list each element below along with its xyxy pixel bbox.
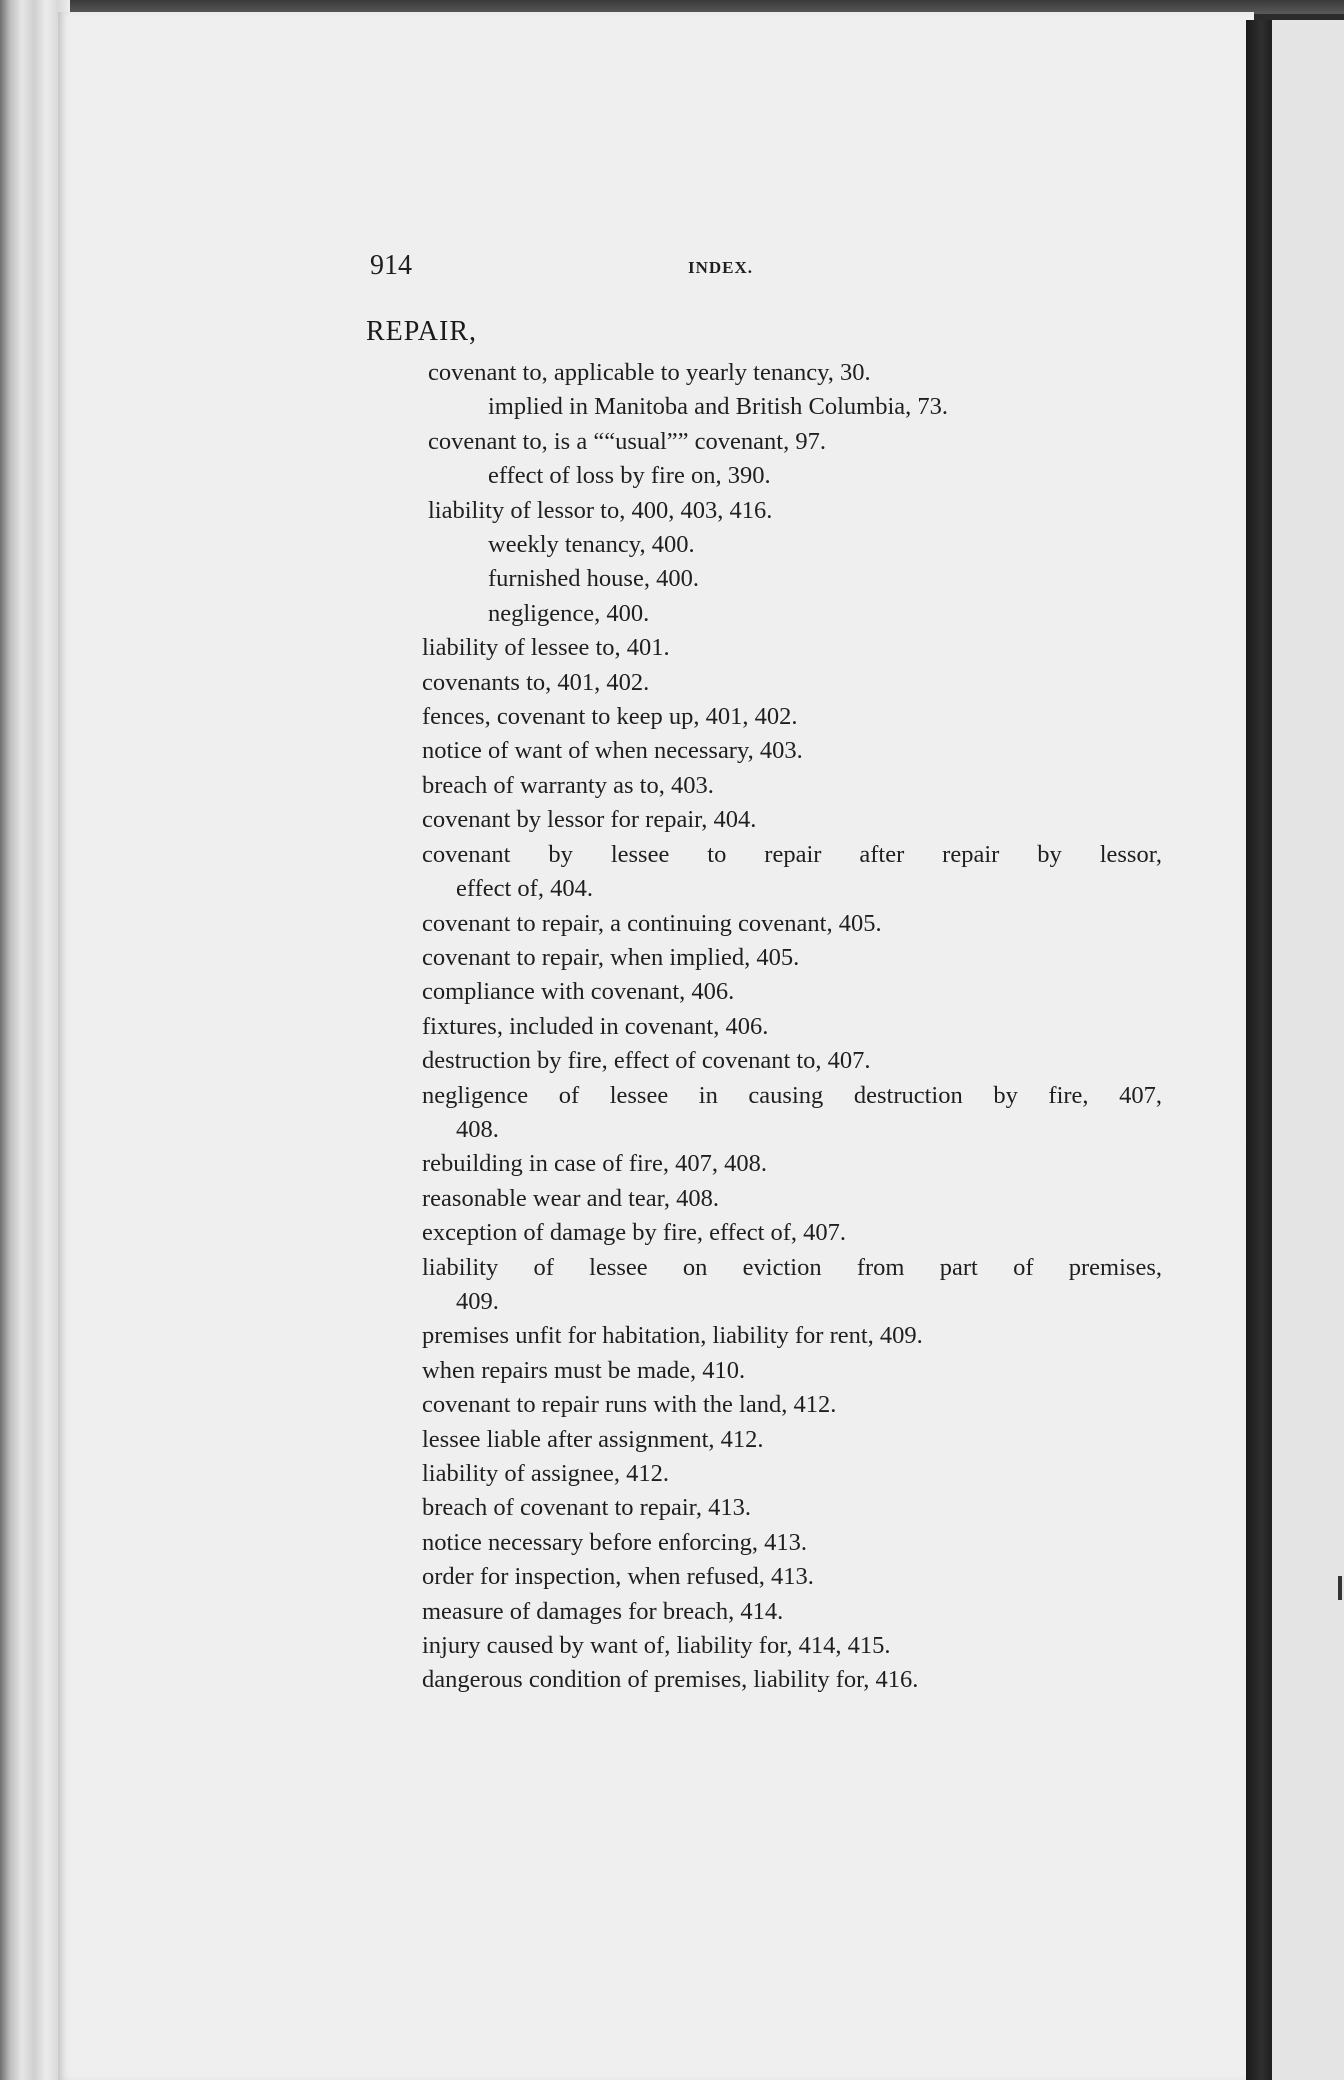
index-entry: covenant to, applicable to yearly tenancy, 30. — [428, 359, 871, 386]
index-entry — [58, 838, 1162, 907]
index-entry: covenant by lessor for repair, 404. — [422, 806, 757, 834]
index-entry: measure of damages for breach, 414. — [422, 1597, 784, 1625]
index-entry: breach of warranty as to, 403. — [422, 771, 714, 799]
index-entry: liability of lessor to, 400, 403, 416. — [428, 496, 773, 524]
index-entry: notice of want of when necessary, 403. — [422, 737, 803, 765]
index-entry: covenant to repair, when implied, 405. — [422, 943, 800, 971]
index-entry-text: negligence of lessee in causing destruction by fire, 407, — [422, 1081, 1162, 1109]
index-entry — [58, 1079, 1162, 1148]
index-entry-continuation: effect of, 404. — [456, 875, 593, 903]
book-page — [58, 12, 1254, 2080]
index-entry: notice necessary before enforcing, 413. — [422, 1528, 808, 1556]
index-entry: fixtures, included in covenant, 406. — [422, 1012, 769, 1040]
facing-page-mark — [1338, 1576, 1342, 1600]
index-heading: REPAIR, — [366, 316, 478, 347]
index-entries — [58, 356, 1254, 1698]
index-entry-text: covenant by lessee to repair after repair by lessor, — [422, 840, 1162, 868]
running-head: INDEX. — [688, 258, 754, 277]
facing-page-edge — [1272, 20, 1344, 2080]
index-entry: premises unfit for habitation, liability for rent, 409. — [422, 1322, 923, 1350]
index-entry: lessee liable after assignment, 412. — [422, 1425, 764, 1453]
index-entry: injury caused by want of, liability for, 414, 415. — [422, 1632, 891, 1660]
index-entry: breach of covenant to repair, 413. — [422, 1494, 751, 1522]
page-header — [58, 250, 1254, 284]
index-entry-text: liability of lessee on eviction from part of premises, — [422, 1253, 1162, 1281]
book-spine — [1246, 20, 1272, 2080]
index-entry: compliance with covenant, 406. — [422, 978, 735, 1006]
page-number: 914 — [370, 250, 412, 281]
index-entry: furnished house, 400. — [488, 565, 699, 593]
index-entry: covenant to, is a ““usual”” covenant, 97. — [428, 427, 826, 455]
index-entry: covenants to, 401, 402. — [422, 668, 650, 696]
index-entry: liability of lessee to, 401. — [422, 634, 670, 662]
index-entry: implied in Manitoba and British Columbia, 73. — [488, 393, 949, 421]
index-entry: when repairs must be made, 410. — [422, 1356, 746, 1384]
index-entry: order for inspection, when refused, 413. — [422, 1563, 814, 1591]
index-entry: reasonable wear and tear, 408. — [422, 1184, 719, 1212]
index-entry: fences, covenant to keep up, 401, 402. — [422, 703, 798, 731]
index-entry: destruction by fire, effect of covenant to, 407. — [422, 1047, 871, 1075]
index-entry — [58, 1251, 1162, 1320]
index-entry: dangerous condition of premises, liability for, 416. — [422, 1666, 919, 1694]
index-entry: covenant to repair runs with the land, 412. — [422, 1391, 837, 1419]
index-entry: effect of loss by fire on, 390. — [488, 462, 771, 490]
index-entry: rebuilding in case of fire, 407, 408. — [422, 1150, 767, 1178]
index-entry: covenant to repair, a continuing covenant, 405. — [422, 909, 882, 937]
index-entry: liability of assignee, 412. — [422, 1460, 669, 1487]
index-entry: exception of damage by fire, effect of, 407. — [422, 1219, 847, 1247]
index-entry: negligence, 400. — [488, 599, 650, 627]
index-entry-continuation: 409. — [456, 1287, 499, 1315]
index-entry: weekly tenancy, 400. — [488, 531, 695, 559]
index-entry-continuation: 408. — [456, 1115, 499, 1143]
